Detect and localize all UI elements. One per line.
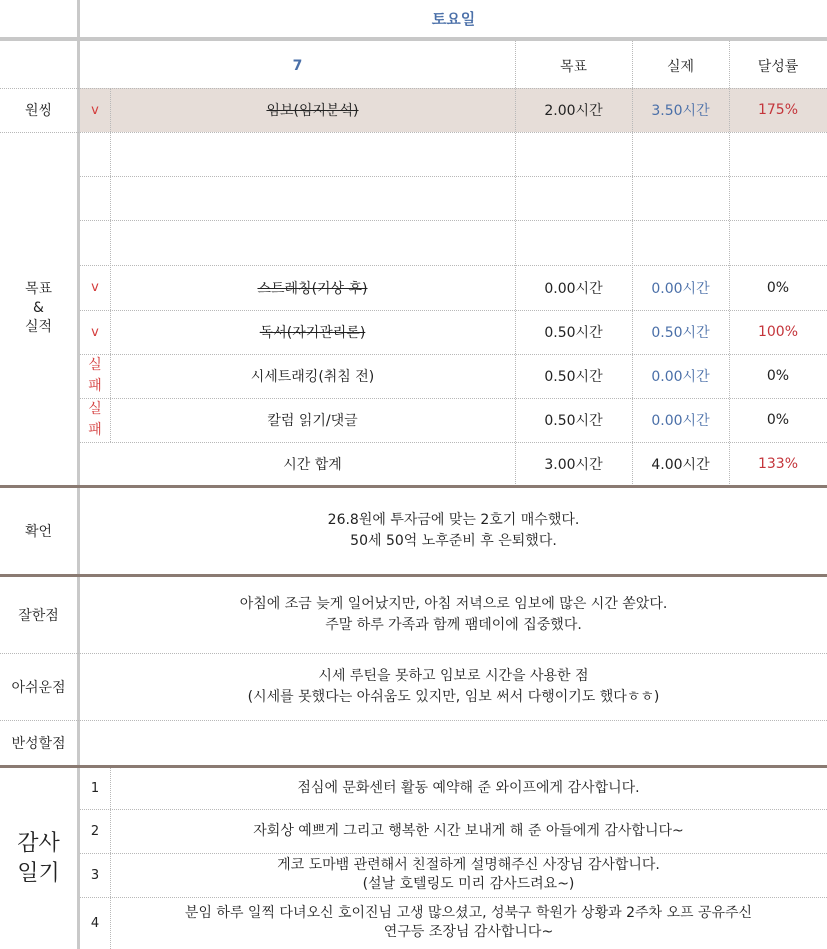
wonsing-target[interactable]: 2.00시간 [544,103,603,119]
wonsing-rate: 175% [757,102,799,118]
header-divider [0,37,827,41]
goal-row-rate: 100% [757,324,799,340]
goals-label: 목표 & 실적 [24,281,53,335]
row-divider [80,398,827,399]
gratitude-item-text[interactable]: 자회상 예쁘게 그리고 행복한 시간 보내게 해 준 아들에게 감사합니다~ [253,822,684,839]
goal-row-task[interactable]: 칼럼 읽기/댓글 [267,413,358,429]
wonsing-actual[interactable]: 3.50시간 [651,103,710,119]
col-divider-rate [729,41,730,486]
gratitude-item-number: 2 [90,823,100,839]
goal-row-actual[interactable]: 0.00시간 [651,280,710,297]
goal-row-actual[interactable]: 0.00시간 [651,369,710,385]
goal-row-task[interactable]: 시세트래킹(취침 전) [250,369,375,385]
goal-row-rate [729,176,827,220]
actual-header: 실제 [666,59,695,75]
gratitude-item-number: 4 [90,915,100,931]
goal-row-target[interactable] [515,220,632,265]
confirm-label: 확언 [24,524,53,540]
goal-row-rate: 0% [766,368,790,384]
goal-row-actual[interactable] [632,176,729,220]
total-label: 시간 합계 [283,457,342,473]
wonsing-check-mark: v [91,102,99,118]
confirm-text[interactable]: 26.8원에 투자금에 맞는 2호기 매수했다. 50세 50억 노후준비 후 은퇴했다. [327,512,580,549]
good-text[interactable]: 아침에 조금 늦게 일어났지만, 아침 저녁으로 임보에 많은 시간 쏟았다. 주말 하루 가족과 함께 팸데이에 집중했다. [239,596,668,633]
reflect-text[interactable] [80,721,827,765]
reflect-label: 반성할점 [11,736,66,752]
goal-row-target[interactable]: 0.50시간 [544,325,603,341]
row-divider [80,354,827,355]
goal-row-mark: 실 패 [88,401,102,438]
goal-row-task[interactable] [110,220,515,265]
goal-row-task[interactable]: 독서(자기관리론) [259,325,366,341]
good-label: 잘한점 [18,608,59,624]
rate-header: 달성률 [757,59,799,75]
row-divider [0,88,827,89]
goal-row-actual[interactable]: 0.00시간 [651,413,710,429]
goal-row-task[interactable] [110,132,515,176]
row-divider [80,176,827,177]
row-divider [0,132,827,133]
gratitude-item-text[interactable]: 분임 하루 일찍 다녀오신 호이진님 고생 많으셨고, 성북구 학원가 상황과 2주차 오프 공유주신 연구등 조장님 감사합니다~ [184,905,753,940]
total-target: 3.00시간 [544,457,603,473]
goal-row-task[interactable]: 스트레칭(기상 후) [257,280,368,297]
row-divider [80,265,827,266]
col-divider-actual [632,41,633,486]
row-divider [80,220,827,221]
goal-row-rate: 0% [766,412,790,428]
gratitude-item-number: 1 [90,781,100,796]
goal-row-task[interactable] [110,176,515,220]
date-header: 7 [292,58,303,74]
goal-row-rate: 0% [766,279,790,296]
goal-row-target[interactable] [515,132,632,176]
goal-row-actual[interactable] [632,132,729,176]
total-actual: 4.00시간 [651,457,710,473]
total-rate: 133% [757,456,799,472]
gratitude-item-number: 3 [90,867,100,883]
wonsing-task[interactable]: 임보(임지분석) [266,103,359,119]
row-divider [80,442,827,443]
regret-label: 아쉬운점 [11,680,66,696]
goal-row-rate [729,220,827,265]
goal-row-rate [729,132,827,176]
goal-row-mark: v [91,280,99,295]
goal-row-target[interactable]: 0.00시간 [544,280,603,297]
goal-row-mark: v [91,324,99,340]
goal-row-target[interactable] [515,176,632,220]
col-divider-target [515,41,516,486]
goal-row-actual[interactable] [632,220,729,265]
goal-row-actual[interactable]: 0.50시간 [651,325,710,341]
gratitude-item-text[interactable]: 점심에 문화센터 활동 예약해 준 와이프에게 감사합니다. [297,780,640,796]
goal-row-target[interactable]: 0.50시간 [544,413,603,429]
regret-text[interactable]: 시세 루틴을 못하고 임보로 시간을 사용한 점 (시세를 못했다는 아쉬움도 있지만, 임보 써서 다행이기도 했다ㅎㅎ) [247,668,660,705]
day-header: 토요일 [431,9,476,28]
row-divider [80,310,827,311]
goal-row-mark [80,220,110,265]
gratitude-label: 감사 일기 [17,830,60,886]
goal-row-mark: 실 패 [88,357,102,394]
goal-row-mark [80,132,110,176]
wonsing-label: 원씽 [24,103,53,119]
goal-row-target[interactable]: 0.50시간 [544,369,603,385]
goal-row-mark [80,176,110,220]
gratitude-item-text[interactable]: 게코 도마뱀 관련해서 친절하게 설명해주신 사장님 감사합니다. (설날 호텔링도 미리 감사드려요~) [277,857,660,892]
target-header: 목표 [559,59,588,75]
